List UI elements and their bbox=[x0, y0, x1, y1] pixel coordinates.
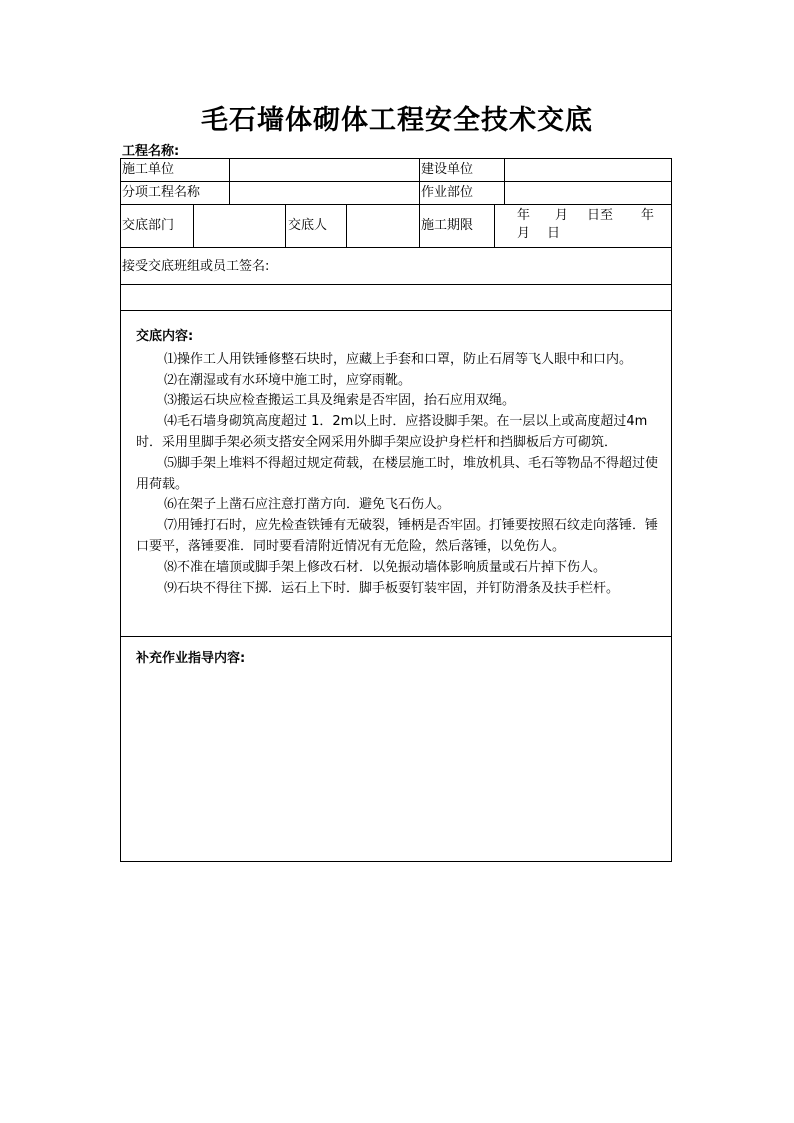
row-divider bbox=[121, 636, 671, 637]
content-item: ⑶搬运石块应检查搬运工具及绳索是否牢固，抬石应用双绳。 bbox=[164, 393, 516, 409]
person-label: 交底人 bbox=[288, 218, 328, 233]
period-month-end: 月 bbox=[517, 226, 531, 241]
content-item: ⑴操作工人用铁锤修整石块时，应藏上手套和口罩，防止石屑等飞人眼中和口内。 bbox=[164, 351, 633, 367]
content-item: ⑷毛石墙身砌筑高度超过 1．2m以上时．应搭设脚手架。在一层以上或高度超过4m时．采用里脚手架必须支搭安全网采用外脚手架应设护身栏杆和挡脚板后方可砌筑． bbox=[136, 414, 648, 450]
period-year-end: 年 bbox=[641, 208, 655, 223]
column-divider bbox=[285, 204, 286, 247]
row-divider bbox=[121, 247, 671, 248]
row-divider bbox=[121, 181, 671, 182]
disclosure-content bbox=[136, 327, 666, 599]
construction-period bbox=[517, 207, 667, 243]
content-heading: 交底内容: bbox=[136, 329, 194, 344]
period-day-start: 日至 bbox=[587, 208, 614, 223]
disclosure-form bbox=[120, 158, 672, 862]
content-item: ⑹在架子上凿石应注意打凿方向．避免飞石伤人。 bbox=[164, 497, 451, 513]
document-title: 毛石墙体砌体工程安全技术交底 bbox=[201, 105, 593, 136]
column-divider bbox=[229, 159, 230, 204]
signature-label: 接受交底班组或员工签名: bbox=[122, 259, 270, 274]
dept-label: 交底部门 bbox=[122, 218, 175, 233]
supplement-heading: 补充作业指导内容: bbox=[136, 651, 246, 666]
row-divider bbox=[121, 204, 671, 205]
column-divider bbox=[346, 204, 347, 247]
column-divider bbox=[419, 204, 420, 247]
period-day-end: 日 bbox=[547, 226, 561, 241]
column-divider bbox=[193, 204, 194, 247]
work-area-label: 作业部位 bbox=[421, 185, 474, 200]
column-divider bbox=[504, 159, 505, 204]
content-item: ⑼石块不得往下掷．运石上下时．脚手板耍钉装牢固，并钉防滑条及扶手栏杆。 bbox=[164, 580, 620, 596]
content-item: ⑸脚手架上堆料不得超过规定荷载，在楼层施工时，堆放机具、毛石等物品不得超过使用荷载。 bbox=[136, 455, 659, 492]
subproject-label: 分项工程名称 bbox=[122, 185, 201, 200]
construction-unit-label: 施工单位 bbox=[122, 162, 175, 177]
column-divider bbox=[494, 204, 495, 247]
project-name-label: 工程名称: bbox=[122, 144, 180, 159]
row-divider bbox=[121, 310, 671, 311]
column-divider bbox=[419, 159, 420, 204]
content-item: ⑻不准在墙顶或脚手架上修改石材．以免振动墙体影响质量或石片掉下伤人。 bbox=[164, 559, 607, 575]
content-item: ⑵在潮湿或有水环境中施工时，应穿雨靴。 bbox=[164, 372, 412, 388]
content-item: ⑺用锤打石时，应先检查铁锤有无破裂，锤柄是否牢固。打锤要按照石纹走向落锤．锤口要平，落锤要准．同时要看清附近情况有无危险，然后落锤，以免伤人。 bbox=[136, 518, 659, 554]
period-year-start: 年 bbox=[517, 208, 531, 223]
row-divider bbox=[121, 284, 671, 285]
period-label: 施工期限 bbox=[421, 218, 474, 233]
client-unit-label: 建设单位 bbox=[421, 162, 474, 177]
period-month-start: 月 bbox=[555, 208, 569, 223]
